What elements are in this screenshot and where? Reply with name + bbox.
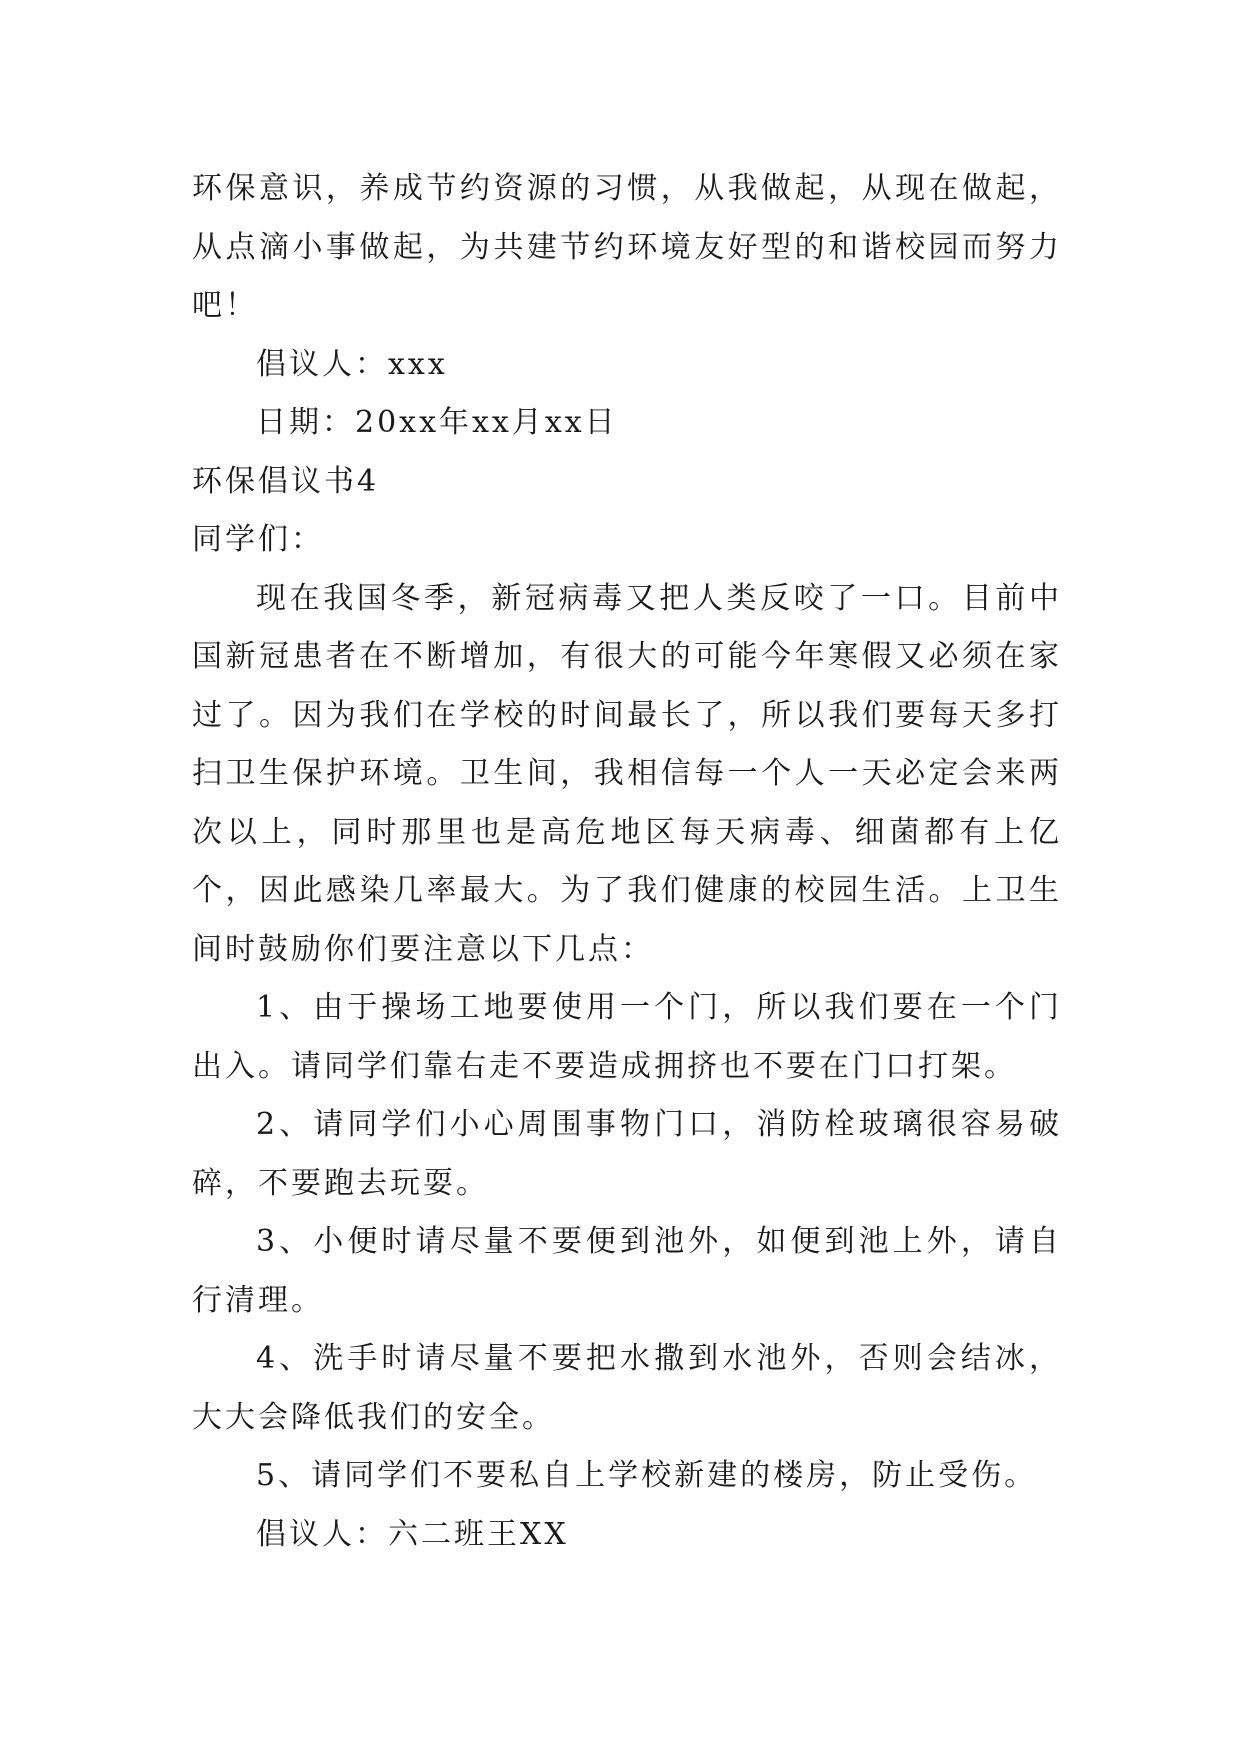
signature-line: 倡议人：六二班王XX: [256, 1516, 569, 1552]
list-item-2: 2、请同学们小心周围事物门口，消防栓玻璃很容易破碎，不要跑去玩耍。: [192, 1107, 1062, 1201]
list-item-1: 1、由于操场工地要使用一个门，所以我们要在一个门出入。请同学们靠右走不要造成拥挤也不要在门口打架。: [192, 990, 1062, 1084]
proposer-line: 倡议人：xxx: [256, 346, 448, 382]
list-item-3: 3、小便时请尽量不要便到池外，如便到池上外，请自行清理。: [192, 1224, 1062, 1318]
list-item-5: 5、请同学们不要私自上学校新建的楼房，防止受伤。: [256, 1458, 1038, 1493]
paragraph-intro: 现在我国冬季，新冠病毒又把人类反咬了一口。目前中国新冠患者在不断增加，有很大的可能今年寒假又必须在家过了。因为我们在学校的时间最长了，所以我们要每天多打扫卫生保护环境。卫生间，我相信每一个人一天必定会来两次以上，同时那里也是高危地区每天病毒、细菌都有上亿个，因此感染几率最大。为了我们健康的校园生活。上卫生间时鼓励你们要注意以下几点：: [192, 580, 1062, 967]
paragraph-closing-call: 环保意识，养成节约资源的习惯，从我做起，从现在做起，从点滴小事做起，为共建节约环境友好型的和谐校园而努力吧！: [192, 171, 1062, 323]
section-title: 环保倡议书4: [192, 463, 380, 499]
date-line: 日期：20xx年xx月xx日: [256, 405, 618, 440]
document-body: [192, 160, 1062, 1564]
salutation: 同学们：: [192, 522, 324, 557]
list-item-4: 4、洗手时请尽量不要把水撒到水池外，否则会结冰，大大会降低我们的安全。: [192, 1341, 1062, 1435]
